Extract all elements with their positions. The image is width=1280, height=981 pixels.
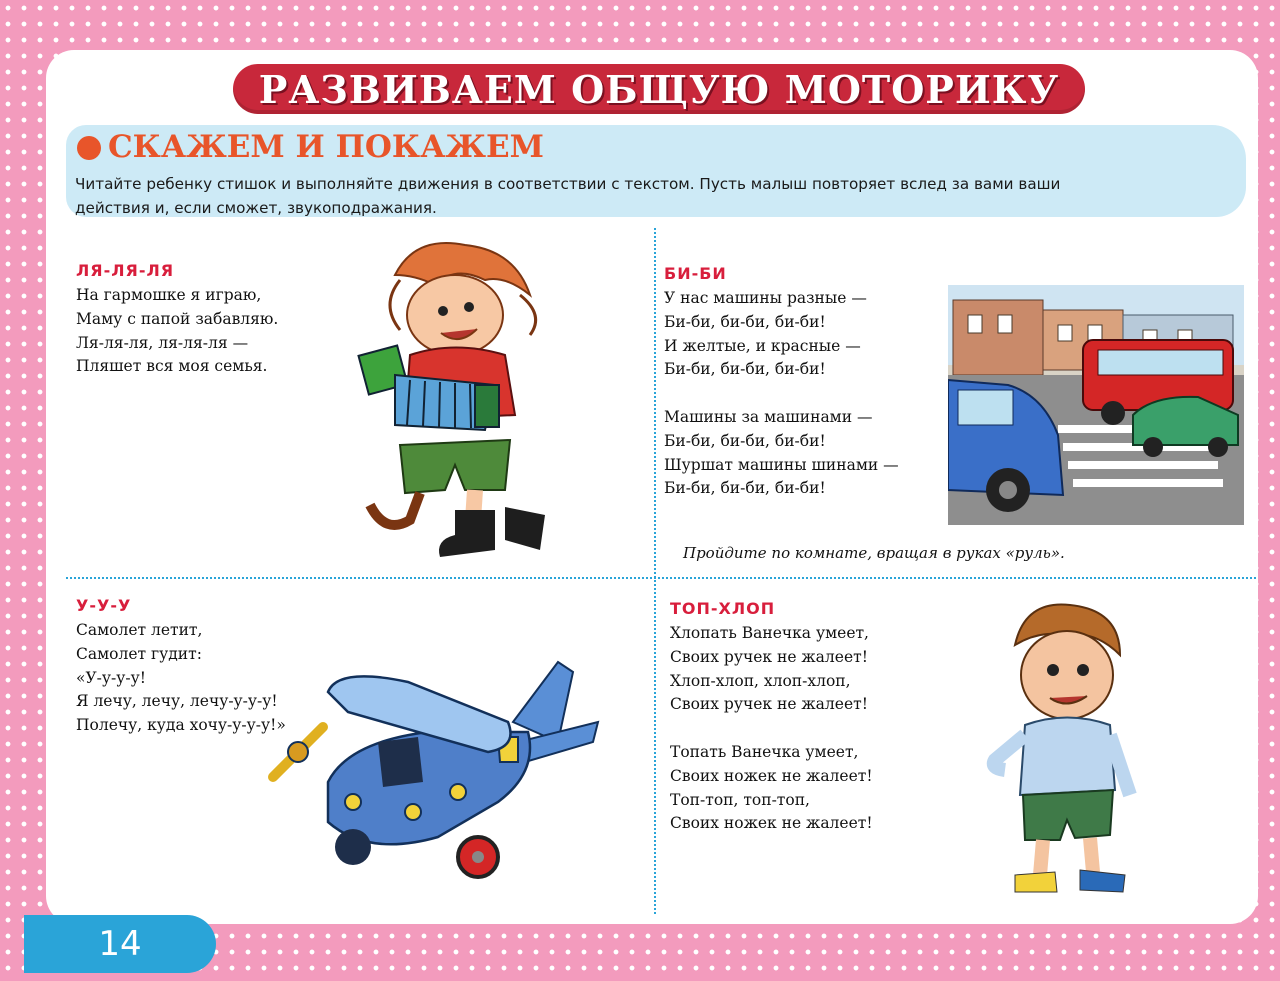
poem-line: Самолет гудит: <box>76 644 202 663</box>
poem-line: Самолет летит, <box>76 621 203 639</box>
poem-line: «У-у-у-у! <box>76 668 146 687</box>
poem-line: Своих ручек не жалеет! <box>670 695 868 714</box>
horizontal-divider <box>66 577 1256 579</box>
poem-line: Би-би, би-би, би-би! <box>664 312 826 331</box>
toy-airplane-illustration <box>268 652 608 882</box>
street-cars-illustration <box>948 285 1244 525</box>
poem-line: У нас машины разные — <box>664 289 867 307</box>
poem-spacer <box>664 382 899 406</box>
standing-boy-illustration <box>985 600 1145 900</box>
poem-line: На гармошке я играю, <box>76 286 262 304</box>
poem-line: Полечу, куда хочу-у-у-у!» <box>76 716 286 735</box>
poem-line: Своих ножек не жалеет! <box>670 814 873 833</box>
poem-line: Своих ножек не жалеет! <box>670 766 873 785</box>
poem-line: Би-би, би-би, би-би! <box>664 360 826 379</box>
poem-line: Би-би, би-би, би-би! <box>664 479 826 498</box>
poem-line: И желтые, и красные — <box>664 336 861 355</box>
poem-line: Ля-ля-ля, ля-ля-ля — <box>76 333 249 352</box>
instruction-bi-bi: Пройдите по комнате, вращая в руках «руль». <box>683 544 1065 562</box>
poem-spacer <box>670 717 873 741</box>
bullet-dot-icon <box>77 136 101 160</box>
poem-line: Шуршат машины шинами — <box>664 455 899 474</box>
poem-lya-lya-lya <box>76 284 278 379</box>
poem-u-u-u <box>76 619 286 738</box>
poem-bi-bi <box>664 287 899 501</box>
vertical-divider <box>654 228 656 914</box>
poem-line: Хлопать Ванечка умеет, <box>670 624 869 642</box>
poem-title-top-khlop: ТОП-ХЛОП <box>670 599 776 618</box>
poem-line: Хлоп-хлоп, хлоп-хлоп, <box>670 671 851 690</box>
poem-line: Своих ручек не жалеет! <box>670 647 868 666</box>
intro-text <box>75 172 1245 220</box>
page-number: 14 <box>98 924 142 964</box>
page-title: РАЗВИВАЕМ ОБЩУЮ МОТОРИКУ <box>258 66 1060 112</box>
poem-line: Я лечу, лечу, лечу-у-у-у! <box>76 692 278 711</box>
intro-line-1: Читайте ребенку стишок и выполняйте движения в соответствии с текстом. Пусть малыш повторяет вслед за вами ваши <box>75 175 1061 193</box>
poem-line: Топ-топ, топ-топ, <box>670 790 810 809</box>
section-title: СКАЖЕМ И ПОКАЖЕМ <box>108 129 544 165</box>
intro-line-2: действия и, если сможет, звукоподражания. <box>75 199 437 217</box>
poem-line: Маму с папой забавляю. <box>76 309 279 328</box>
poem-title-u-u-u: У-У-У <box>76 596 132 615</box>
poem-title-bi-bi: БИ-БИ <box>664 264 727 283</box>
poem-line: Топать Ванечка умеет, <box>670 742 859 761</box>
poem-top-khlop <box>670 622 873 836</box>
boy-accordion-illustration <box>355 235 565 565</box>
poem-line: Пляшет вся моя семья. <box>76 357 268 376</box>
poem-line: Би-би, би-би, би-би! <box>664 431 826 450</box>
poem-line: Машины за машинами — <box>664 407 873 426</box>
poem-title-lya-lya-lya: ЛЯ-ЛЯ-ЛЯ <box>76 261 175 280</box>
